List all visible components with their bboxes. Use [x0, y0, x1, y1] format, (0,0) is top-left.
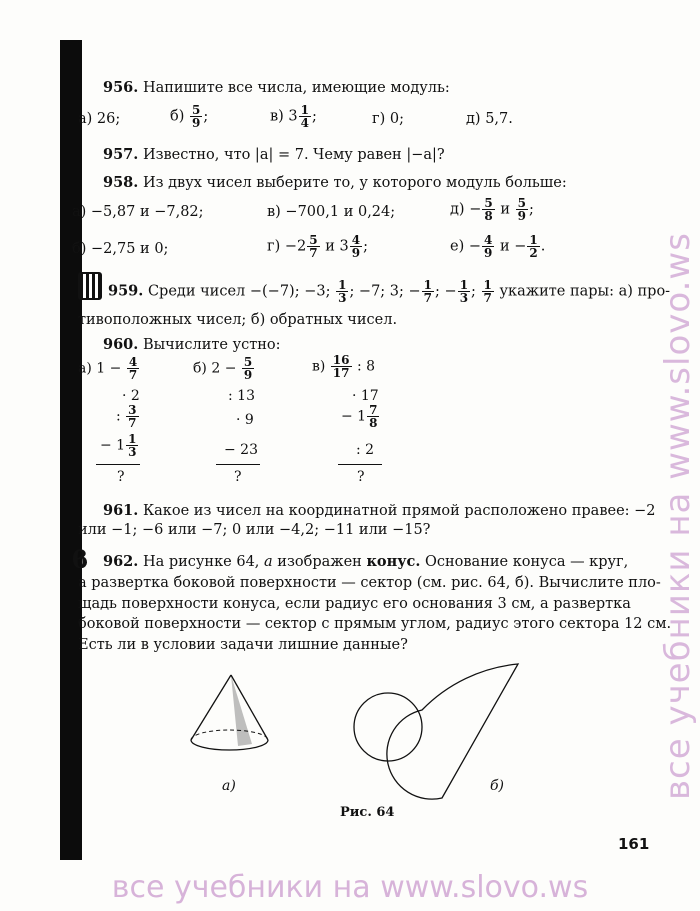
chain-b-step3: − 23 — [224, 442, 258, 458]
figure-label-b: б) — [490, 778, 505, 794]
problem-number: 961. — [103, 502, 139, 519]
chain-c-answer: ? — [357, 469, 365, 485]
problem-960 — [103, 336, 281, 354]
item-956-v: в) 3 $\frac{1}{4}$ ; — [270, 103, 317, 130]
chain-b-line — [216, 464, 260, 465]
chain-a-head: а) 1 − $\frac{4}{7}$ — [78, 355, 138, 382]
chain-b-answer: ? — [234, 469, 242, 485]
problem-number: 958. — [103, 174, 139, 191]
chain-b-step1: : 13 — [228, 388, 255, 404]
problem-962-line3: щадь поверхности конуса, если радиус его основания 3 см, а развертка — [78, 596, 631, 612]
chain-a-step2: : $\frac{3}{7}$ — [116, 403, 137, 430]
problem-text: Вычислите устно: — [142, 337, 281, 353]
fraction: $\frac{1}{2}$ — [529, 233, 538, 260]
fraction: $\frac{1}{3}$ — [459, 278, 469, 305]
fraction: $\frac{5}{8}$ — [484, 196, 493, 223]
item-956-d: д) 5,7. — [466, 111, 513, 127]
fraction: $\frac{4}{7}$ — [128, 355, 138, 382]
problem-958 — [103, 174, 567, 192]
watermark-bottom: все учебники на www.slovo.ws — [111, 870, 589, 905]
problem-text: Напишите все числа, имеющие модуль: — [142, 80, 450, 96]
chain-c-step1: · 17 — [352, 388, 379, 404]
chain-c-step2: − 1 $\frac{7}{8}$ — [341, 403, 378, 430]
fraction: $\frac{4}{9}$ — [351, 233, 361, 260]
problem-961-line2: или −1; −6 или −7; 0 или −4,2; −11 или −15? — [78, 522, 431, 538]
item-label: б) — [170, 108, 185, 125]
chain-b-step2: · 9 — [236, 412, 254, 428]
problem-number: 960. — [103, 336, 139, 353]
chain-a-step1: · 2 — [122, 388, 140, 404]
item-958-b: б) −2,75 и 0; — [72, 241, 169, 257]
fraction: $\frac{5}{9}$ — [243, 355, 253, 382]
pencil-mark-icon: ϐ — [72, 545, 89, 574]
problem-number: 959. — [108, 282, 144, 300]
problem-text: Известно, что |a| = 7. Чему равен |−a|? — [142, 147, 445, 163]
problem-959: 959. Среди чисел −(−7); −3; $\frac{1}{3}$ ; −7; 3; − $\frac{1}{7}$ ; − $\frac{1}{3}$ ; $\frac{1}{7}$ укажите пары: а) про- — [108, 278, 671, 305]
fraction: $\frac{7}{8}$ — [369, 403, 378, 430]
problem-957 — [103, 146, 445, 164]
chain-c-step3: : 2 — [356, 442, 375, 458]
mark-icon — [78, 272, 102, 300]
book-spine-shadow — [60, 40, 82, 860]
chain-c-head: в) $\frac{16}{17}$ : 8 — [312, 353, 376, 380]
watermark-side: все учебники на www.slovo.ws — [658, 232, 698, 800]
problem-959-line2: тивоположных чисел; б) обратных чисел. — [78, 312, 398, 328]
chain-a-answer: ? — [117, 469, 125, 485]
item-958-a: а) −5,87 и −7,82; — [72, 204, 204, 220]
fraction: $\frac{5}{7}$ — [309, 233, 318, 260]
problem-962-line5: Есть ли в условии задачи лишние данные? — [78, 637, 408, 653]
fraction: $\frac{1}{3}$ — [338, 278, 347, 305]
problem-number: 962. — [103, 553, 139, 570]
problem-961: 961. Какое из чисел на координатной прямой расположено правее: −2 — [103, 502, 656, 519]
fraction: $\frac{1}{7}$ — [483, 278, 492, 305]
chain-b-head: б) 2 − $\frac{5}{9}$ — [193, 355, 253, 382]
problem-962-line4: боковой поверхности — сектор с прямым углом, радиус этого сектора 12 см. — [78, 616, 672, 632]
fraction: $\frac{4}{9}$ — [484, 233, 493, 260]
item-958-d: д) − $\frac{5}{8}$ и $\frac{5}{9}$ ; — [450, 196, 534, 223]
problem-962: 962. На рисунке 64, a изображен конус. Основание конуса — круг, — [103, 553, 629, 570]
problem-number: 956. — [103, 79, 139, 96]
fraction: $\frac{1}{3}$ — [128, 432, 137, 459]
fraction: $\frac{3}{7}$ — [128, 403, 137, 430]
problem-text: Из двух чисел выберите то, у которого модуль больше: — [142, 175, 567, 191]
fraction: $\frac{1}{4}$ — [300, 103, 310, 130]
item-958-v: в) −700,1 и 0,24; — [267, 204, 396, 220]
item-956-a: а) 26; — [78, 111, 121, 127]
problem-956 — [103, 79, 450, 97]
chain-a-step3: − 1 $\frac{1}{3}$ — [100, 432, 137, 459]
item-956-g: г) 0; — [372, 111, 404, 127]
problem-962-line2: а развертка боковой поверхности — сектор (см. рис. 64, б). Вычислите пло- — [78, 575, 661, 591]
item-956-b: б) $\frac{5}{9}$ ; — [170, 103, 209, 130]
item-958-g: г) −2 $\frac{5}{7}$ и 3 $\frac{4}{9}$ ; — [267, 233, 368, 260]
problem-number: 957. — [103, 146, 139, 163]
fraction: $\frac{5}{9}$ — [517, 196, 526, 223]
item-label: в) 3 — [270, 108, 298, 125]
page-number: 161 — [618, 835, 650, 853]
chain-a-line — [96, 464, 140, 465]
fraction: $\frac{5}{9}$ — [192, 103, 201, 130]
fraction: $\frac{1}{7}$ — [423, 278, 433, 305]
fraction: $\frac{16}{17}$ — [332, 353, 350, 380]
cone-figure — [191, 675, 268, 750]
figure-caption: Рис. 64 — [340, 805, 395, 820]
figure-label-a: а) — [222, 778, 236, 794]
item-958-e: е) − $\frac{4}{9}$ и − $\frac{1}{2}$ . — [450, 233, 546, 260]
chain-c-line — [338, 464, 382, 465]
